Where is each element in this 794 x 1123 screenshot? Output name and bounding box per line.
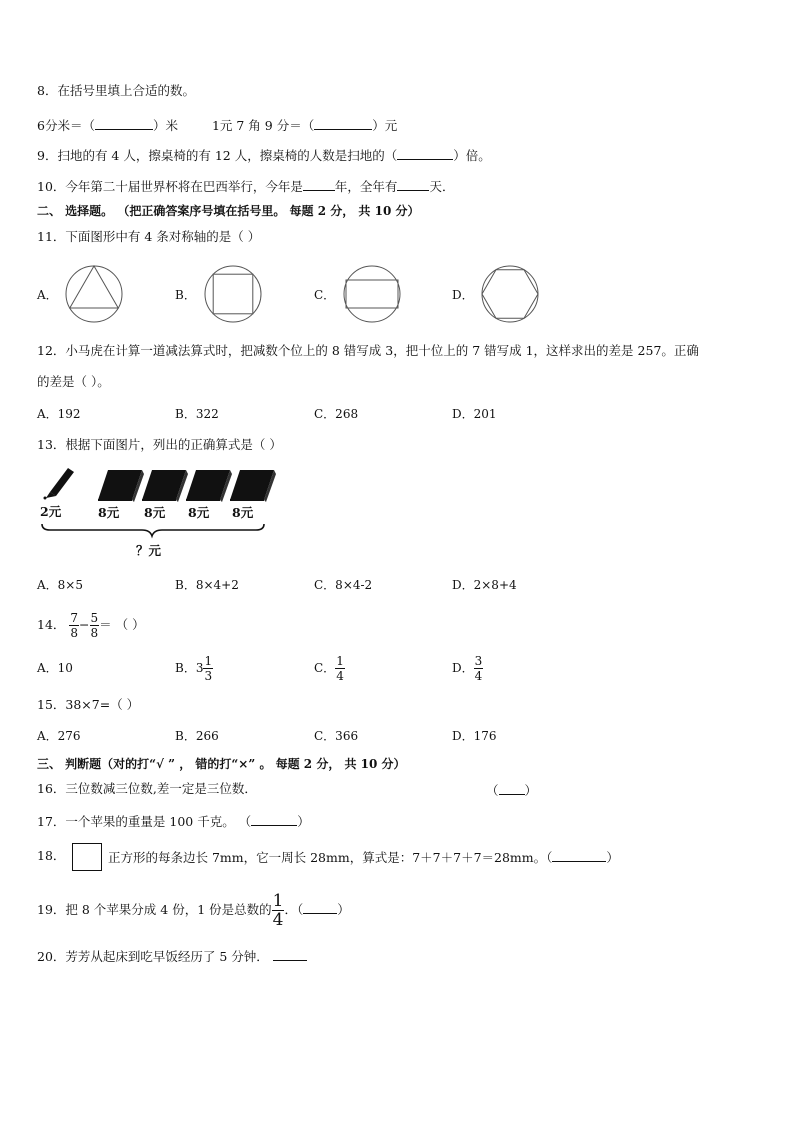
pen-icon <box>44 468 75 500</box>
q10 <box>37 177 454 195</box>
q9-pre: 9．扫地的有 4 人，擦桌椅的有 12 人，擦桌椅的人数是扫地的（ <box>37 148 398 163</box>
q11-option-b[interactable]: B． <box>175 288 196 302</box>
q19-close: ） <box>337 902 350 917</box>
q14-fraction-1: $\frac{7}{8}$ <box>70 611 79 640</box>
notebook-icon <box>230 470 276 502</box>
q20 <box>37 947 307 965</box>
q11-option-a[interactable]: A． <box>37 288 58 302</box>
q18-label: 18． <box>37 848 66 863</box>
q16-answer: （ ） <box>486 783 538 798</box>
q11-option-d[interactable]: D． <box>452 288 474 302</box>
q10-mid: 年，全年有 <box>334 179 398 194</box>
notebook-icon <box>98 470 144 502</box>
q14-tail: ＝ （ ） <box>99 617 145 632</box>
q8-b-post: ）元 <box>372 118 398 133</box>
q16-text: 16．三位数减三位数,差一定是三位数． <box>37 781 257 796</box>
q17-pre: 17．一个苹果的重量是 100 千克。 （ <box>37 814 252 829</box>
q13-text: 13．根据下面图片，列出的正确算式是（ ） <box>37 437 282 452</box>
q15-option-b[interactable]: B．266 <box>175 729 219 743</box>
q14-minus: − <box>79 617 90 632</box>
q14-option-d[interactable]: D． $\frac{3}{4}$ <box>452 654 483 683</box>
q8-b-blank[interactable] <box>314 116 372 130</box>
pen-price: 2元 <box>40 504 62 519</box>
q14-fraction-2: $\frac{5}{8}$ <box>90 611 99 640</box>
q10-post: 天． <box>429 179 455 194</box>
q12-line1: 12．小马虎在计算一道减法算式时，把减数个位上的 8 错写成 3，把十位上的 7 错写成 1，这样求出的差是 257。正确 <box>37 343 699 358</box>
q14 <box>37 610 145 640</box>
circle-hexagon-figure <box>480 264 540 324</box>
q14-label: 14． <box>37 617 66 632</box>
q10-pre: 10．今年第二十届世界杯将在巴西举行，今年是 <box>37 179 303 194</box>
q10-blank-year[interactable] <box>303 177 335 191</box>
notebook-price-1: 8元 <box>98 505 120 520</box>
q18-post: ） <box>606 850 619 865</box>
q17 <box>37 812 310 830</box>
q12-option-d[interactable]: D．201 <box>452 407 497 421</box>
q13-option-d[interactable]: D．2×8+4 <box>452 578 517 592</box>
brace-icon <box>42 524 264 536</box>
q8-a-post: ）米 <box>152 118 178 133</box>
notebook-price-2: 8元 <box>144 505 166 520</box>
q15-option-a[interactable]: A．276 <box>37 729 81 743</box>
q8-text: 8．在括号里填上合适的数。 <box>37 83 195 98</box>
total-price: ？元 <box>136 543 162 558</box>
q19-pre: 19．把 8 个苹果分成 4 份，1 份是总数的 <box>37 902 272 917</box>
q9 <box>37 146 491 164</box>
pen-and-notebooks-illustration <box>38 462 278 542</box>
q19 <box>37 890 350 930</box>
q14-option-c[interactable]: C． $\frac{1}{4}$ <box>314 654 344 683</box>
q16-blank[interactable] <box>499 781 525 795</box>
circle-square-figure <box>203 264 263 324</box>
q19-blank[interactable] <box>303 900 337 914</box>
q8-b-pre: 1元 7 角 9 分＝（ <box>211 118 315 133</box>
circle-rectangle-figure <box>341 264 403 324</box>
q11-text: 11．下面图形中有 4 条对称轴的是（ ） <box>37 229 261 244</box>
q15-option-d[interactable]: D．176 <box>452 729 497 743</box>
q18 <box>108 848 619 866</box>
q11-option-c[interactable]: C． <box>314 288 336 302</box>
q15-option-c[interactable]: C．366 <box>314 729 359 743</box>
circle-triangle-figure <box>64 264 124 324</box>
q20-blank[interactable] <box>273 947 307 961</box>
section-3-heading: 三、 判断题（对的打“√ ” ， 错的打“×” 。 每题 2 分， 共 10 分） <box>37 757 406 771</box>
q13-option-a[interactable]: A．8×5 <box>37 578 83 592</box>
q9-blank[interactable] <box>397 146 453 160</box>
q8-a-blank[interactable] <box>95 116 153 130</box>
q13-option-c[interactable]: C．8×4-2 <box>314 578 373 592</box>
notebook-icon <box>186 470 232 502</box>
q20-text: 20．芳芳从起床到吃早饭经历了 5 分钟． <box>37 949 269 964</box>
q19-fraction: $\frac{1}{4}$ <box>272 891 284 930</box>
notebook-price-3: 8元 <box>188 505 210 520</box>
q9-post: ）倍。 <box>453 148 491 163</box>
q19-post: ．（ <box>284 902 304 917</box>
q8-items <box>37 116 397 134</box>
q15-text: 15．38×7=（ ） <box>37 697 140 712</box>
section-2-heading: 二、 选择题。 （把正确答案序号填在括号里。 每题 2 分， 共 10 分） <box>37 204 420 218</box>
q12-option-c[interactable]: C．268 <box>314 407 359 421</box>
q18-blank[interactable] <box>552 848 606 862</box>
q17-blank[interactable] <box>251 812 297 826</box>
q13-option-b[interactable]: B．8×4+2 <box>175 578 239 592</box>
q8-a-pre: 6分米＝（ <box>37 118 95 133</box>
q14-option-b[interactable]: B．3 $\frac{1}{3}$ <box>175 654 213 683</box>
q12-option-b[interactable]: B．322 <box>175 407 219 421</box>
notebook-icon <box>142 470 188 502</box>
square-figure <box>72 843 102 871</box>
q14-option-a[interactable]: A．10 <box>37 661 73 675</box>
q12-line2: 的差是（ ）。 <box>37 374 110 389</box>
q10-blank-days[interactable] <box>397 177 429 191</box>
q17-post: ） <box>297 814 310 829</box>
q18-text: 正方形的每条边长 7mm，它一周长 28mm，算式是：7＋7＋7＋7＝28mm。（ <box>108 850 553 865</box>
q12-option-a[interactable]: A．192 <box>37 407 81 421</box>
notebook-price-4: 8元 <box>232 505 254 520</box>
